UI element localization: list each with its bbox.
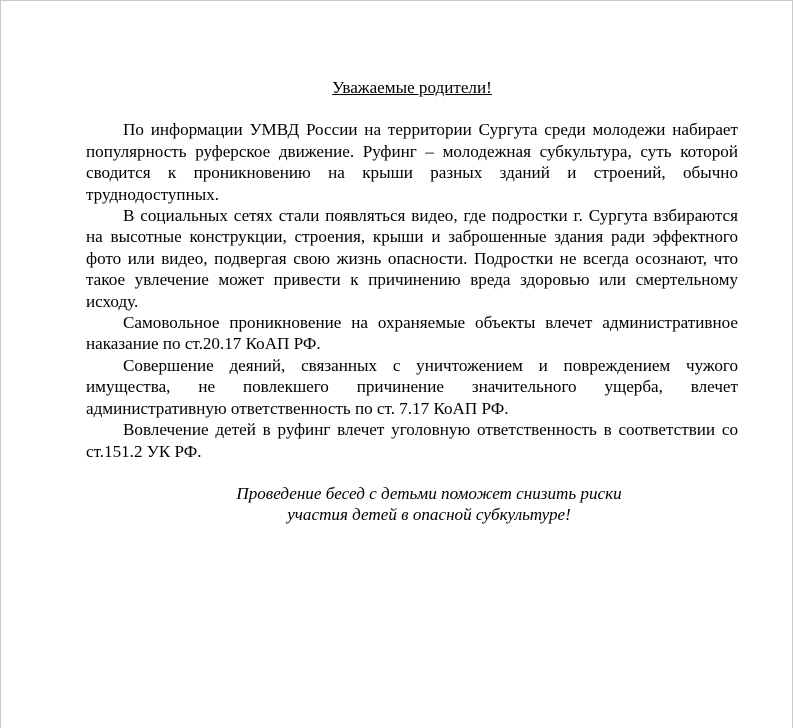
closing-line-1: Проведение бесед с детьми поможет снизить риски xyxy=(236,483,622,503)
paragraph-criminal-liability: Вовлечение детей в руфинг влечет уголовную ответственность в соответствии со ст.151.2 УК РФ. xyxy=(86,420,738,461)
document-title: Уважаемые родители! xyxy=(332,78,492,97)
closing-note xyxy=(86,483,738,526)
document-body xyxy=(86,77,738,526)
paragraph-social-media: В социальных сетях стали появляться видео, где подростки г. Сургута взбираются на высотные конструкции, строения, крыши и заброшенные здания ради эффектного фото или видео, подвергая свою жизнь опасности. Подростки не всегда осознают, что такое увлечение может привести к причинению вреда здоровью или смертельному исходу. xyxy=(86,206,738,311)
paragraph-roofing-intro: По информации УМВД России на территории Сургута среди молодежи набирает популярность руферское движение. Руфинг – молодежная субкультура, суть которой сводится к проникновению на крыши разных зданий и строений, обычно труднодоступных. xyxy=(86,120,738,204)
closing-line-2: участия детей в опасной субкультуре! xyxy=(287,505,571,525)
paragraph-administrative-penalty: Самовольное проникновение на охраняемые объекты влечет административное наказание по ст.20.17 КоАП РФ. xyxy=(86,313,738,354)
paragraph-property-damage: Совершение деяний, связанных с уничтожением и повреждением чужого имущества, не повлекшего причинение значительного ущерба, влечет административную ответственность по ст. 7.17 КоАП РФ. xyxy=(86,355,738,418)
